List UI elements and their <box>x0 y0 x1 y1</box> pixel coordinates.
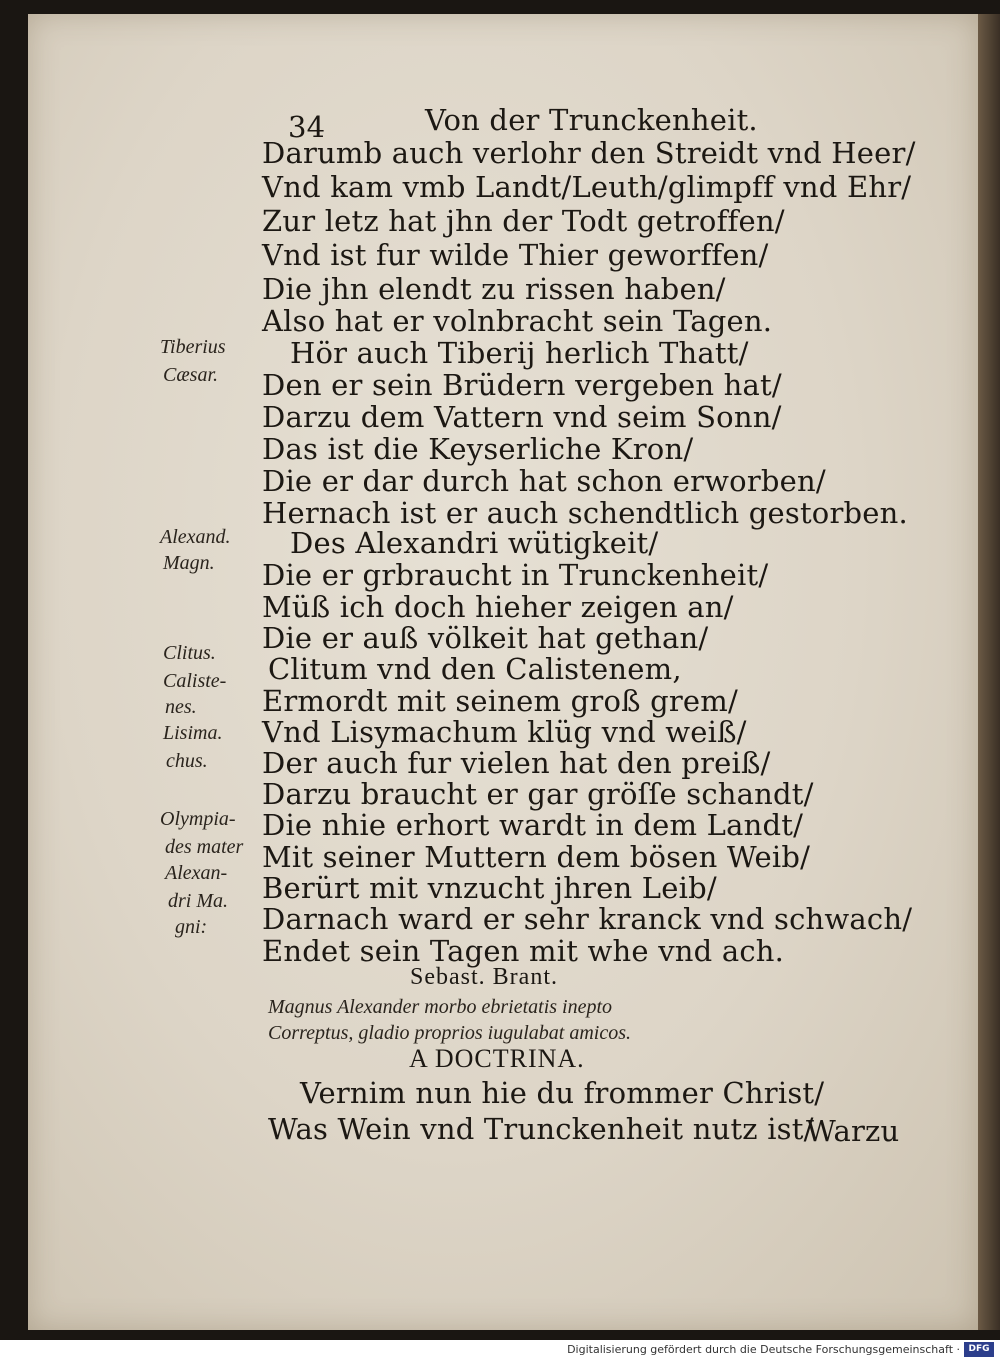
footer-credit: Digitalisierung gefördert durch die Deutsche Forschungsgemeinschaft · <box>567 1343 960 1356</box>
margin-note: Tiberius <box>160 336 226 358</box>
verse-line: Vnd Lisymachum klüg vnd weiß/ <box>262 715 747 749</box>
verse-line: Die er auß völkeit hat gethan/ <box>262 621 709 655</box>
verse-line: Die nhie erhort wardt in dem Landt/ <box>262 808 804 842</box>
margin-note: Caliste- <box>163 670 227 692</box>
margin-note: chus. <box>166 750 208 772</box>
margin-note: Clitus. <box>163 642 216 664</box>
margin-note: nes. <box>165 696 197 718</box>
verse-line: Mit seiner Muttern dem bösen Weib/ <box>262 840 811 874</box>
verse-line: Clitum vnd den Calistenem, <box>268 652 682 686</box>
verse-line: Den er sein Brüdern vergeben hat/ <box>262 368 782 402</box>
verse-line: Hör auch Tiberij herlich Thatt/ <box>290 336 749 370</box>
verse-line: Darumb auch verlohr den Streidt vnd Heer/ <box>262 136 916 170</box>
catchword: Warzu <box>806 1114 900 1148</box>
verse-line: Der auch fur vielen hat den preiß/ <box>262 746 771 780</box>
margin-note: Cæsar. <box>163 364 219 386</box>
margin-note: Lisima. <box>163 722 223 744</box>
verse-line: Berürt mit vnzucht jhren Leib/ <box>262 871 717 905</box>
latin-line: Magnus Alexander morbo ebrietatis inepto <box>268 996 613 1018</box>
verse-line: Die jhn elendt zu rissen haben/ <box>262 272 726 306</box>
section-heading: A DOCTRINA. <box>409 1044 585 1073</box>
verse-line: Vnd ist fur wilde Thier geworffen/ <box>262 238 769 272</box>
margin-note: Alexan- <box>165 862 228 884</box>
verse-line: Hernach ist er auch schendtlich gestorben. <box>262 496 908 530</box>
verse-line: Ermordt mit seinem groß grem/ <box>262 684 738 718</box>
dfg-logo: DFG <box>964 1342 994 1357</box>
running-title: Von der Trunckenheit. <box>425 103 758 137</box>
verse-line: Die er dar durch hat schon erworben/ <box>262 464 826 498</box>
margin-note: des mater <box>165 836 244 858</box>
verse-line: Des Alexandri wütigkeit/ <box>290 526 659 560</box>
verse-line: Was Wein vnd Trunckenheit nutz ist/ <box>268 1112 814 1146</box>
verse-line: Die er grbraucht in Trunckenheit/ <box>262 558 769 592</box>
footer-bar <box>0 1340 1000 1360</box>
margin-note: gni: <box>175 916 208 938</box>
page-number: 34 <box>288 110 326 144</box>
latin-line: Correptus, gladio proprios iugulabat amicos. <box>268 1022 631 1044</box>
verse-line: Vnd kam vmb Landt/Leuth/glimpff vnd Ehr/ <box>262 170 912 204</box>
author-line: Sebast. Brant. <box>410 964 558 990</box>
margin-note: Alexand. <box>160 526 231 548</box>
verse-line: Darzu dem Vattern vnd seim Sonn/ <box>262 400 782 434</box>
verse-line: Zur letz hat jhn der Todt getroffen/ <box>262 204 785 238</box>
verse-line: Endet sein Tagen mit whe vnd ach. <box>262 934 785 968</box>
margin-note: Magn. <box>163 552 215 574</box>
verse-line: Das ist die Keyserliche Kron/ <box>262 432 694 466</box>
verse-line: Vernim nun hie du frommer Christ/ <box>300 1076 825 1110</box>
verse-line: Müß ich doch hieher zeigen an/ <box>262 590 734 624</box>
book-edge <box>978 14 1000 1330</box>
margin-note: Olympia- <box>160 808 236 830</box>
verse-line: Also hat er volnbracht sein Tagen. <box>262 304 773 338</box>
verse-line: Darzu braucht er gar gröſſe schandt/ <box>262 777 814 811</box>
verse-line: Darnach ward er sehr kranck vnd schwach/ <box>262 902 913 936</box>
margin-note: dri Ma. <box>168 890 228 912</box>
